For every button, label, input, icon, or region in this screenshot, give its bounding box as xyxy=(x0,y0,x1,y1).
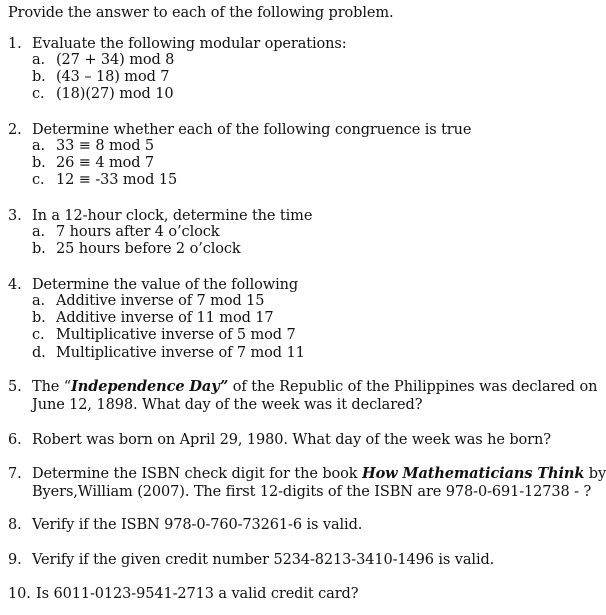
sub-item xyxy=(32,293,594,310)
question-number: 1. xyxy=(8,36,22,52)
question-number: 9. xyxy=(8,552,22,568)
question-10 xyxy=(8,585,594,603)
sub-item xyxy=(32,86,594,103)
sub-item xyxy=(32,69,594,86)
sub-item-letter: c. xyxy=(32,327,45,344)
question-number: 8. xyxy=(8,517,22,533)
sub-item xyxy=(32,224,594,241)
question-6 xyxy=(8,431,594,449)
sub-item-letter: a. xyxy=(32,52,46,68)
sub-item-text: 7 hours after 4 o’clock xyxy=(56,224,220,240)
question-text xyxy=(32,378,597,396)
question-5 xyxy=(8,378,598,414)
question-text: Verify if the ISBN 978-0-760-73261-6 is valid. xyxy=(32,517,363,533)
question-text: Determine whether each of the following congruence is true xyxy=(32,122,472,138)
question-text: Determine the value of the following xyxy=(32,277,299,293)
sub-item xyxy=(32,52,594,69)
sub-item-text: 25 hours before 2 o’clock xyxy=(56,241,241,258)
sub-item xyxy=(32,172,594,189)
sub-item-letter: b. xyxy=(32,310,46,327)
question-1 xyxy=(8,35,594,104)
question-text-post: of the Republic of the Philippines was declared on xyxy=(228,379,598,395)
question-text: Is 6011-0123-9541-2713 a valid credit card? xyxy=(36,586,359,602)
sub-item-list xyxy=(8,224,594,258)
question-text-continued: June 12, 1898. What day of the week was it declared? xyxy=(32,397,423,413)
sub-item xyxy=(32,345,594,362)
question-number: 10. xyxy=(8,586,31,602)
question-number: 3. xyxy=(8,208,22,224)
sub-item-letter: a. xyxy=(32,224,46,240)
question-number: 7. xyxy=(8,466,22,482)
sub-item-text: Additive inverse of 11 mod 17 xyxy=(56,310,274,327)
question-text-pre: Determine the ISBN check digit for the book xyxy=(32,466,362,482)
sub-item-letter: b. xyxy=(32,155,46,172)
sub-item-text: Multiplicative inverse of 7 mod 11 xyxy=(56,344,305,361)
instruction-text: Provide the answer to each of the following problem. xyxy=(8,5,394,21)
sub-item-text: 12 ≡ -33 mod 15 xyxy=(56,172,178,189)
sub-item-list xyxy=(8,52,594,104)
question-text-continued: Byers,William (2007). The first 12-digits of the ISBN are 978-0-691-12738 - ? xyxy=(32,484,592,500)
sub-item-text: (27 + 34) mod 8 xyxy=(56,52,175,68)
question-text: Evaluate the following modular operations: xyxy=(32,36,347,52)
question-4 xyxy=(8,276,594,362)
question-text: Robert was born on April 29, 1980. What day of the week was he born? xyxy=(32,432,551,448)
sub-item-letter: b. xyxy=(32,69,46,86)
question-3 xyxy=(8,207,594,258)
question-8 xyxy=(8,516,594,534)
question-number: 2. xyxy=(8,122,22,138)
question-number: 6. xyxy=(8,432,22,448)
question-7 xyxy=(8,465,606,501)
sub-item-letter: d. xyxy=(32,344,46,361)
question-text-post: by xyxy=(584,466,606,482)
sub-item-letter: c. xyxy=(32,172,45,189)
sub-item xyxy=(32,138,594,155)
sub-item-text: Additive inverse of 7 mod 15 xyxy=(56,293,265,309)
sub-item xyxy=(32,327,594,344)
sub-item-text: 33 ≡ 8 mod 5 xyxy=(56,138,155,154)
question-text: Verify if the given credit number 5234-8213-3410-1496 is valid. xyxy=(32,552,495,568)
emphasized-title: Independence Day” xyxy=(71,378,229,395)
sub-item xyxy=(32,155,594,172)
sub-item-list xyxy=(8,293,594,362)
sub-item-letter: c. xyxy=(32,86,45,103)
sub-item-text: (18)(27) mod 10 xyxy=(56,86,174,103)
sub-item-text: 26 ≡ 4 mod 7 xyxy=(56,155,155,172)
question-text xyxy=(32,465,606,483)
sub-item-text: (43 – 18) mod 7 xyxy=(56,69,170,86)
question-number: 4. xyxy=(8,277,22,293)
sub-item xyxy=(32,241,594,258)
question-text-pre: The “ xyxy=(32,379,72,395)
question-2 xyxy=(8,121,594,190)
question-number: 5. xyxy=(8,379,22,395)
sub-item-letter: a. xyxy=(32,293,46,309)
sub-item-letter: b. xyxy=(32,241,46,258)
sub-item xyxy=(32,310,594,327)
question-text: In a 12-hour clock, determine the time xyxy=(32,208,313,224)
sub-item-list xyxy=(8,138,594,190)
sub-item-text: Multiplicative inverse of 5 mod 7 xyxy=(56,327,296,344)
sub-item-letter: a. xyxy=(32,138,46,154)
emphasized-title: How Mathematicians Think xyxy=(362,465,585,482)
question-9 xyxy=(8,551,594,569)
